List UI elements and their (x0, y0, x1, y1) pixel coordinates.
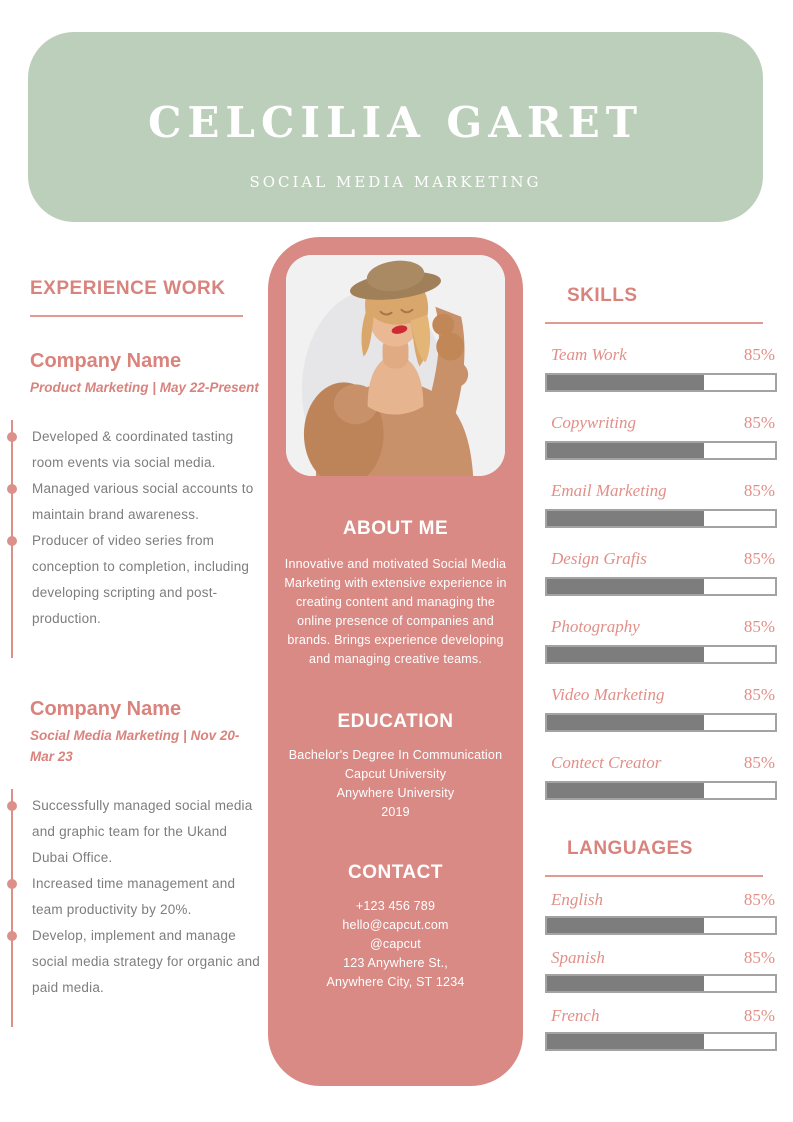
skill-bar-fill (547, 647, 704, 662)
experience-title: EXPERIENCE WORK (30, 278, 226, 299)
language-english (545, 890, 777, 935)
skill-contect-creator (545, 753, 777, 800)
language-bar (545, 916, 777, 935)
contact-lines (268, 897, 523, 992)
language-value: 85% (743, 890, 775, 909)
experience-section (30, 278, 262, 1027)
education-degree: Bachelor's Degree In Communication (288, 748, 503, 762)
skill-bar (545, 781, 777, 800)
skill-bar (545, 645, 777, 664)
language-spanish (545, 948, 777, 993)
about-title: ABOUT ME (342, 518, 449, 539)
contact-email: hello@capcut.com (342, 918, 449, 932)
skill-value: 85% (743, 345, 775, 364)
skill-bar-fill (547, 715, 704, 730)
job-meta: Product Marketing | May 22-Present (30, 380, 259, 395)
company-name: Company Name (30, 350, 182, 372)
skill-bar-fill (547, 511, 704, 526)
education-year: 2019 (381, 805, 410, 819)
education-school: Capcut University (344, 767, 447, 781)
job-bullet: Developed & coordinated tasting room events via social media. (32, 424, 262, 476)
contact-address-line1: 123 Anywhere St., (343, 956, 448, 970)
education-school: Anywhere University (336, 786, 455, 800)
education-lines (268, 746, 523, 822)
skill-bar (545, 373, 777, 392)
skill-label: Copywriting (551, 413, 637, 432)
job-bullet: Producer of video series from conception to completion, including developing scripting and post-production. (32, 528, 262, 632)
skill-value: 85% (743, 753, 775, 772)
skill-email-marketing (545, 481, 777, 528)
language-label: French (551, 1006, 600, 1025)
skill-value: 85% (743, 549, 775, 568)
job-bullet: Develop, implement and manage social media strategy for organic and paid media. (32, 923, 262, 1001)
profile-panel (268, 237, 523, 1086)
skill-bar (545, 441, 777, 460)
skill-label: Design Grafis (551, 549, 647, 568)
languages-divider (545, 875, 763, 877)
experience-divider (30, 315, 243, 317)
skills-divider (545, 322, 763, 324)
contact-address-line2: Anywhere City, ST 1234 (326, 975, 465, 989)
skill-label: Team Work (551, 345, 627, 364)
languages-title: LANGUAGES (567, 838, 693, 859)
contact-phone: +123 456 789 (355, 899, 436, 913)
skill-bar (545, 509, 777, 528)
job-bullet: Managed various social accounts to maintain brand awareness. (32, 476, 262, 528)
job-entry-1 (30, 350, 262, 658)
job-bullet: Increased time management and team productivity by 20%. (32, 871, 262, 923)
skill-label: Video Marketing (551, 685, 665, 704)
job-meta: Social Media Marketing | Nov 20-Mar 23 (30, 728, 240, 764)
person-name: CELCILIA GARET (147, 98, 644, 147)
job-bullet: Successfully managed social media and graphic team for the Ukand Dubai Office. (32, 793, 262, 871)
skill-bar-fill (547, 783, 704, 798)
job-bullet-list (11, 420, 262, 658)
language-bar-fill (547, 1034, 704, 1049)
skill-bar-fill (547, 375, 704, 390)
skill-bar (545, 577, 777, 596)
skill-value: 85% (743, 685, 775, 704)
language-label: Spanish (551, 948, 605, 967)
contact-title: CONTACT (348, 862, 443, 883)
job-title: SOCIAL MEDIA MARKETING (249, 173, 542, 191)
skill-label: Photography (551, 617, 640, 636)
language-bar-fill (547, 918, 704, 933)
language-bar (545, 1032, 777, 1051)
company-name: Company Name (30, 698, 182, 720)
skills-title: SKILLS (567, 285, 638, 306)
education-title: EDUCATION (337, 711, 454, 732)
language-french (545, 1006, 777, 1051)
contact-handle: @capcut (370, 937, 421, 951)
language-label: English (551, 890, 603, 909)
skill-value: 85% (743, 617, 775, 636)
language-value: 85% (743, 948, 775, 967)
language-value: 85% (743, 1006, 775, 1025)
job-bullet-list (11, 789, 262, 1027)
skill-video-marketing (545, 685, 777, 732)
job-entry-2 (30, 698, 262, 1027)
skill-design-grafis (545, 549, 777, 596)
skill-bar (545, 713, 777, 732)
about-text: Innovative and motivated Social Media Marketing with extensive experience in creating content and managing the online presence of companies and brands. Brings experience developing and managing creative teams. (284, 557, 507, 666)
skill-label: Email Marketing (551, 481, 667, 500)
skill-value: 85% (743, 413, 775, 432)
languages-section (545, 838, 777, 1051)
skill-bar-fill (547, 579, 704, 594)
skill-photography (545, 617, 777, 664)
language-bar-fill (547, 976, 704, 991)
skill-team-work (545, 345, 777, 392)
skill-bar-fill (547, 443, 704, 458)
skills-section (545, 285, 777, 800)
skill-label: Contect Creator (551, 753, 662, 772)
header-banner (28, 32, 763, 222)
language-bar (545, 974, 777, 993)
profile-photo (286, 255, 505, 476)
skill-copywriting (545, 413, 777, 460)
skill-value: 85% (743, 481, 775, 500)
portrait-illustration (286, 255, 505, 476)
